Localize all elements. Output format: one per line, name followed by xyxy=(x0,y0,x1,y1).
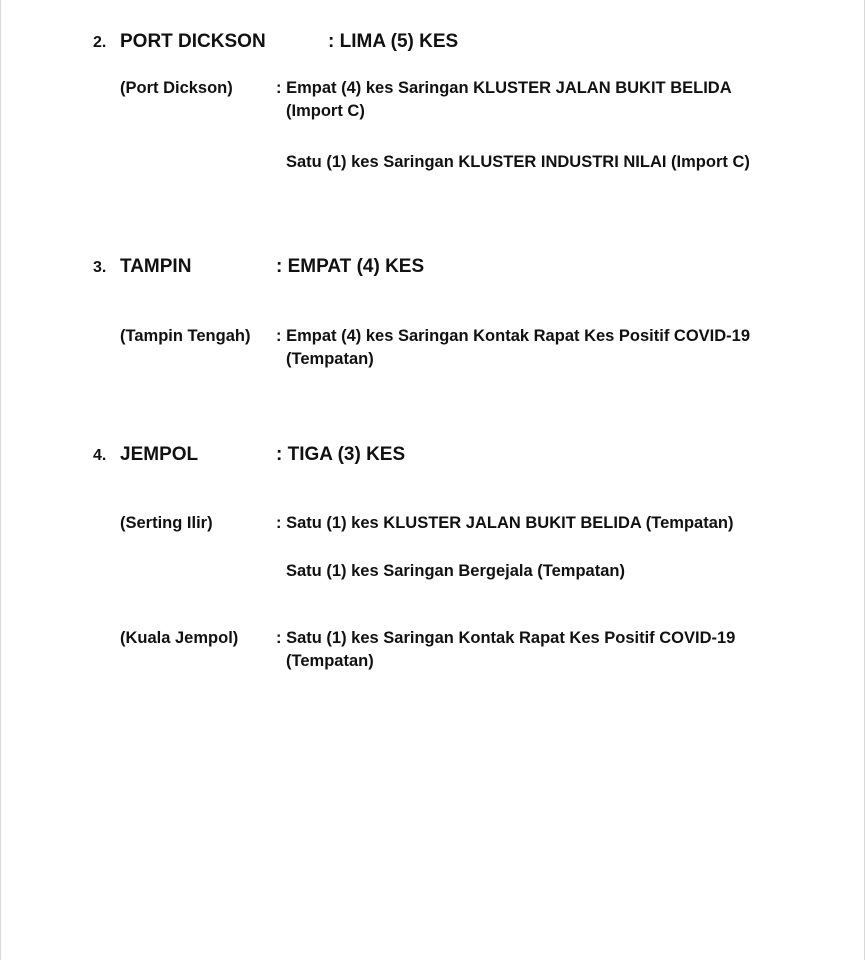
district-total: : EMPAT (4) KES xyxy=(276,256,425,277)
case-detail: Satu (1) kes Saringan Bergejala (Tempatan) xyxy=(286,562,625,580)
case-detail: Satu (1) kes Saringan KLUSTER INDUSTRI NILAI (Import C) xyxy=(286,153,750,171)
district-name: PORT DICKSON xyxy=(120,31,266,52)
section-number: 3. xyxy=(93,259,107,276)
district-name: JEMPOL xyxy=(120,444,199,465)
case-detail: (Tempatan) xyxy=(286,350,374,368)
district-name: TAMPIN xyxy=(120,256,192,277)
locality-name: (Tampin Tengah) xyxy=(120,327,251,345)
case-detail: (Import C) xyxy=(286,102,365,120)
case-detail: : Empat (4) kes Saringan KLUSTER JALAN BUKIT BELIDA xyxy=(276,79,732,97)
district-total: : LIMA (5) KES xyxy=(328,31,459,52)
case-detail: (Tempatan) xyxy=(286,652,374,670)
district-total: : TIGA (3) KES xyxy=(276,444,406,465)
case-detail: : Satu (1) kes Saringan Kontak Rapat Kes Positif COVID-19 xyxy=(276,629,736,647)
locality-name: (Serting Ilir) xyxy=(120,514,213,532)
case-detail: : Empat (4) kes Saringan Kontak Rapat Kes Positif COVID-19 xyxy=(276,327,751,345)
case-detail: : Satu (1) kes KLUSTER JALAN BUKIT BELIDA (Tempatan) xyxy=(276,514,734,532)
section-number: 4. xyxy=(93,447,107,464)
locality-name: (Port Dickson) xyxy=(120,79,233,97)
section-number: 2. xyxy=(93,34,107,51)
locality-name: (Kuala Jempol) xyxy=(120,629,239,647)
